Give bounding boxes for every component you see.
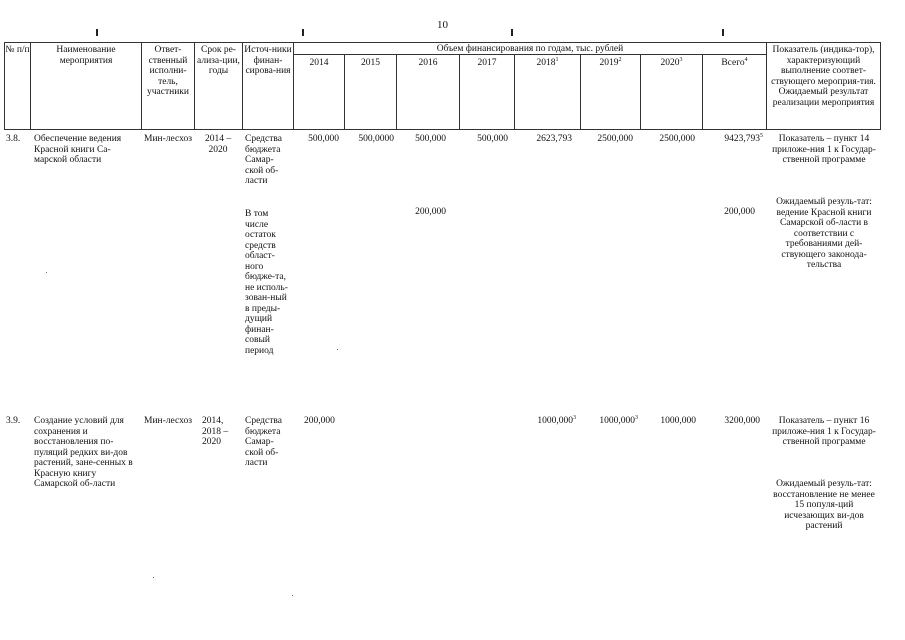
header-indicator: Показатель (индика-тор), характеризующий выполнение соответ-ствующего мероприя-тия. Ожидаемый результат реализации мероприятия: [771, 45, 876, 108]
scan-speck: [46, 272, 47, 273]
value-2014: 500,000: [308, 134, 339, 144]
scan-speck: [153, 577, 154, 578]
scan-mark: [96, 29, 98, 36]
header-year: 2017: [477, 58, 497, 68]
row-source-sub: В том числе остаток средств област-ного бюдже-та, не исполь-зован-ный в преды-дущий финан-совый период: [245, 209, 288, 356]
value-2020: 2500,000: [659, 134, 695, 144]
header-name: Наименование мероприятия: [56, 45, 116, 66]
header-year-total: Всего$^4$: [721, 56, 748, 68]
page-number: 10: [437, 19, 448, 31]
row-expected-result: Ожидаемый резуль-тат: восстановление не менее 15 популя-ций исчезающих ви-дов растений: [773, 479, 875, 531]
value-total: 3200,000: [724, 416, 760, 426]
header-year: 2015: [361, 58, 380, 68]
row-source: Средства бюджета Самар-ской об-ласти: [245, 416, 282, 468]
value-2018: 2623,793: [536, 134, 572, 144]
header-year: 2016: [418, 58, 438, 68]
header-source: Источ-ники финан-сирова-ния: [244, 45, 292, 76]
header-year: 2020$^3$: [660, 56, 683, 68]
header-funding-title: Объем финансирования по годам, тыс. рублей: [436, 44, 624, 54]
value-total: 9423,793$^5$: [724, 132, 763, 144]
scan-speck: [337, 349, 338, 350]
value-2015: 500,0000: [358, 134, 394, 144]
row-indicator: Показатель – пункт 14 приложе-ния 1 к Государ-ственной программе: [772, 134, 876, 165]
header-num: № п/п: [5, 45, 30, 55]
scan-speck: [292, 595, 293, 596]
scan-mark: [302, 29, 304, 36]
value-2018: 1000,000$^3$: [537, 414, 576, 426]
scan-mark: [511, 29, 513, 36]
scan-mark: [722, 29, 724, 36]
header-responsible: Ответ-ственный исполни-тель, участники: [147, 45, 189, 97]
row-num: 3.9.: [6, 416, 21, 426]
value-2020: 1000,000: [660, 416, 696, 426]
value-total-sub: 200,000: [724, 207, 755, 217]
row-name: Обеспечение ведения Красной книги Са-марской области: [34, 134, 122, 165]
value-2016: 500,000: [415, 134, 446, 144]
value-2017: 500,000: [477, 134, 508, 144]
header-year: 2019$^2$: [599, 56, 622, 68]
row-term: 2014 – 2020: [204, 134, 232, 155]
value-2016-sub: 200,000: [415, 207, 446, 217]
row-responsible: Мин-лесхоз: [144, 416, 192, 426]
row-source: Средства бюджета Самар-ской об-ласти: [245, 134, 282, 186]
row-responsible: Мин-лесхоз: [144, 134, 192, 144]
row-num: 3.8.: [6, 134, 21, 144]
value-2019: 1000,000$^3$: [599, 414, 638, 426]
header-year: 2014: [309, 58, 329, 68]
row-indicator: Показатель – пункт 16 приложе-ния 1 к Государ-ственной программе: [772, 416, 876, 447]
header-year: 2018$^1$: [536, 56, 559, 68]
row-expected-result: Ожидаемый резуль-тат: ведение Красной книги Самарской об-ласти в соответствии с требованиями дей-ствующего законода-тельства: [776, 197, 872, 270]
row-name: Создание условий для сохранения и восстановления по-пуляций редких ви-дов растений, зане-сенных в Красную книгу Самарской об-ласти: [34, 416, 133, 489]
value-2019: 2500,000: [597, 134, 633, 144]
row-term: 2014, 2018 – 2020: [202, 416, 229, 447]
header-term: Срок ре-ализа-ции, годы: [197, 45, 240, 76]
value-2014: 200,000: [304, 416, 335, 426]
